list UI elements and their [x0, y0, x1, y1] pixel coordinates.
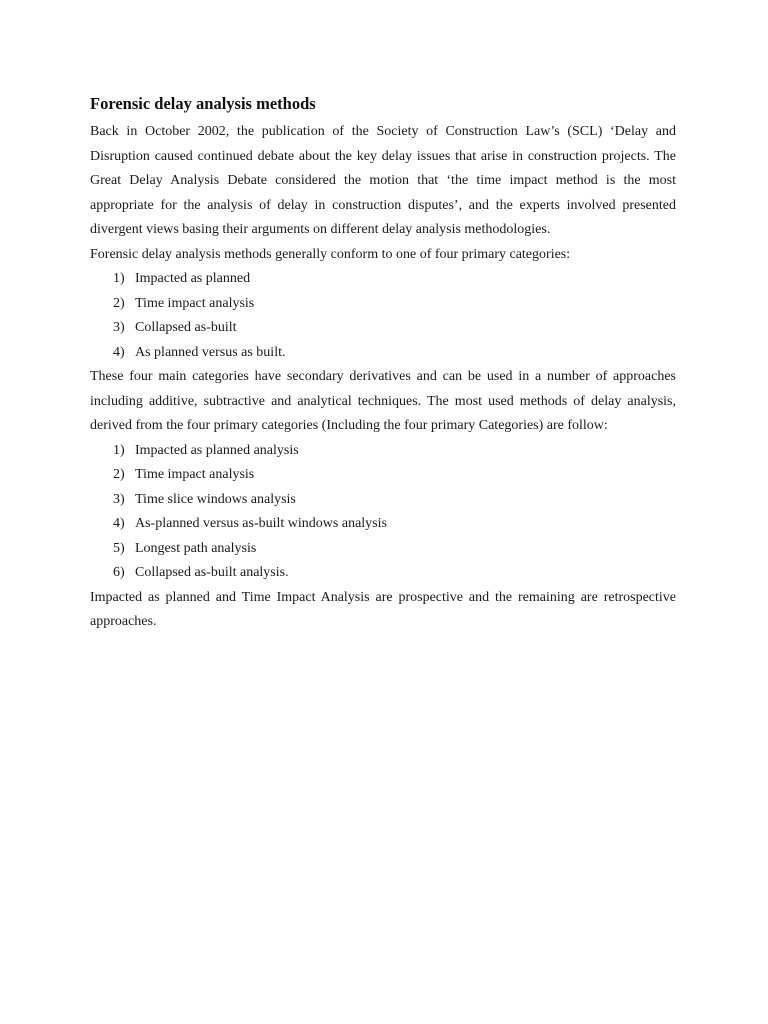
list-item [90, 292, 676, 317]
list-item-number: 5) [113, 540, 125, 556]
list-item-number: 1) [113, 271, 125, 286]
list-item [90, 316, 676, 341]
list-item [90, 463, 676, 488]
list-item-text: Time slice windows analysis [135, 491, 296, 507]
list-item-text: Time impact analysis [135, 467, 255, 482]
list-item-number: 4) [113, 344, 125, 360]
list-item-number: 2) [113, 467, 125, 482]
primary-categories-list [90, 267, 676, 365]
list-item-text: Collapsed as-built [135, 320, 237, 335]
list-item [90, 488, 676, 513]
delay-methods-list [90, 439, 676, 586]
list-item-number: 6) [113, 565, 125, 580]
list-item [90, 267, 676, 292]
list-item-number: 2) [113, 295, 125, 311]
list-item-text: Impacted as planned [135, 271, 251, 286]
document-page [90, 94, 676, 635]
list-item [90, 537, 676, 562]
list-item-text: Collapsed as-built analysis. [135, 565, 289, 580]
document-title: Forensic delay analysis methods [90, 94, 316, 113]
intro-paragraph: Back in October 2002, the publication of the Society of Construction Law’s (SCL) ‘Delay and Disruption caused continued debate about the key delay issues that arise in construction projects. The Great Delay Analysis Debate considered the motion that ‘the time impact method is the most appropriate for the analysis of delay in construction disputes’, and the experts involved presented divergent views basing their arguments on different delay analysis methodologies. [90, 124, 676, 237]
list-item-text: As-planned versus as-built windows analysis [135, 516, 387, 531]
list-item [90, 512, 676, 537]
list-item-number: 3) [113, 491, 125, 507]
categories-lead: Forensic delay analysis methods generally conform to one of four primary categories: [90, 246, 571, 262]
list-item-text: Longest path analysis [135, 540, 257, 556]
list-item-text: Impacted as planned analysis [135, 442, 299, 458]
conclusion-paragraph: Impacted as planned and Time Impact Analysis are prospective and the remaining are retrospective approaches. [90, 589, 676, 629]
list-item-text: Time impact analysis [135, 295, 255, 311]
list-item-number: 3) [113, 320, 125, 335]
list-item-number: 1) [113, 442, 125, 458]
list-item-text: As planned versus as built. [135, 344, 286, 360]
list-item [90, 561, 676, 586]
list-item-number: 4) [113, 516, 125, 531]
list-item [90, 439, 676, 464]
derivatives-paragraph: These four main categories have secondary derivatives and can be used in a number of approaches including additive, subtractive and analytical techniques. The most used methods of delay analysis, derived from the four primary categories (Including the four primary Categories) are follow: [90, 369, 676, 433]
list-item [90, 341, 676, 366]
